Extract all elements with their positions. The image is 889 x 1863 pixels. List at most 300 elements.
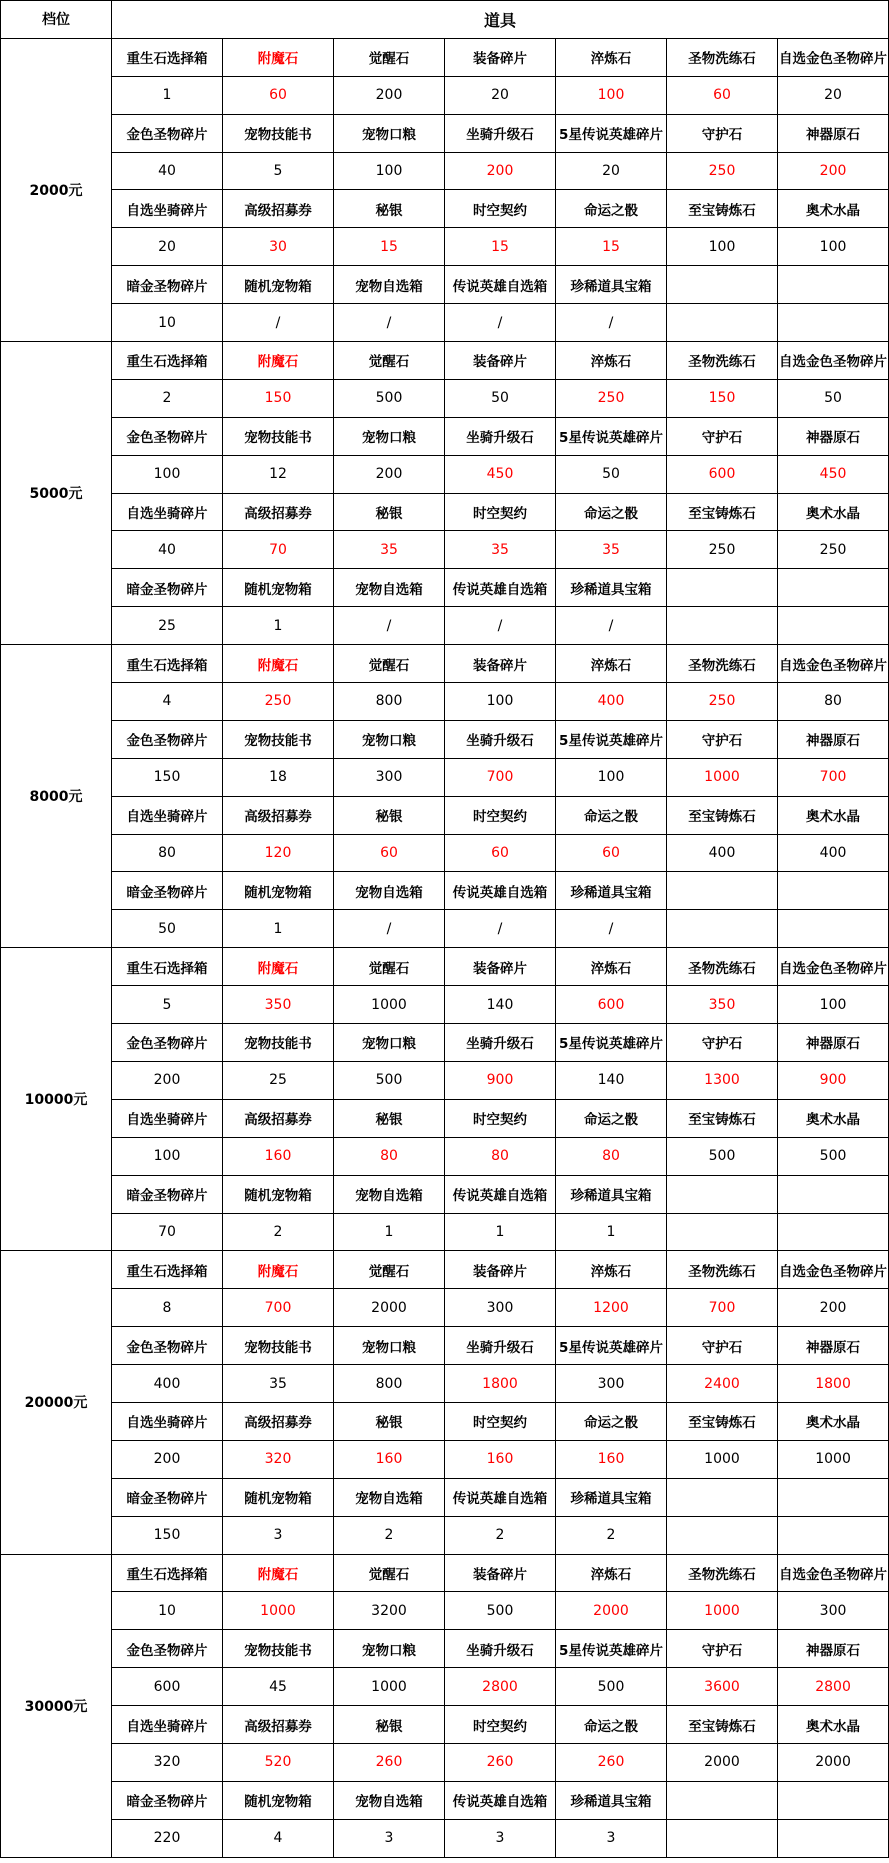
item-name-cell: 神器原石 (778, 1024, 889, 1062)
item-value-cell (778, 1213, 889, 1251)
item-value-cell: 1300 (667, 1061, 778, 1099)
item-name-cell: 秘银 (334, 1099, 445, 1137)
item-name-cell: 圣物洗练石 (667, 342, 778, 380)
item-value-cell: / (223, 304, 334, 342)
item-value-row (1, 1213, 889, 1251)
item-value-row (1, 304, 889, 342)
item-value-cell: 250 (778, 531, 889, 569)
item-value-cell: 50 (778, 379, 889, 417)
item-name-cell: 高级招募券 (223, 796, 334, 834)
item-value-cell (778, 304, 889, 342)
item-name-row (1, 1024, 889, 1062)
item-value-cell: 160 (334, 1440, 445, 1478)
item-value-cell: 60 (223, 76, 334, 114)
item-value-cell: 200 (334, 455, 445, 493)
item-name-cell: 至宝铸炼石 (667, 1706, 778, 1744)
item-name-cell: 秘银 (334, 1706, 445, 1744)
item-value-cell: 1000 (778, 1440, 889, 1478)
item-value-cell: 520 (223, 1743, 334, 1781)
item-name-cell: 淬炼石 (556, 1251, 667, 1289)
item-name-cell: 宠物口粮 (334, 417, 445, 455)
item-value-cell: 2800 (778, 1668, 889, 1706)
item-value-cell: 80 (778, 683, 889, 721)
item-value-cell: 800 (334, 1365, 445, 1403)
item-name-cell: 坐骑升级石 (445, 114, 556, 152)
item-value-row (1, 152, 889, 190)
item-name-cell: 传说英雄自选箱 (445, 1478, 556, 1516)
item-name-cell: 传说英雄自选箱 (445, 1175, 556, 1213)
item-name-cell: 淬炼石 (556, 1554, 667, 1592)
tier-column-header: 档位 (1, 1, 112, 39)
item-value-row (1, 986, 889, 1024)
item-name-cell: 坐骑升级石 (445, 1024, 556, 1062)
item-name-row (1, 1554, 889, 1592)
item-value-cell: 2 (556, 1516, 667, 1554)
item-value-cell: 80 (556, 1137, 667, 1175)
item-name-cell (778, 1478, 889, 1516)
item-value-cell (667, 1819, 778, 1857)
item-name-row (1, 342, 889, 380)
item-value-cell: 500 (334, 1061, 445, 1099)
item-value-cell: 150 (223, 379, 334, 417)
item-value-cell: 150 (112, 758, 223, 796)
item-value-cell: 1000 (334, 1668, 445, 1706)
item-name-row (1, 872, 889, 910)
item-name-cell: 金色圣物碎片 (112, 720, 223, 758)
item-value-cell: 60 (667, 76, 778, 114)
item-name-cell: 圣物洗练石 (667, 1251, 778, 1289)
item-name-cell: 附魔石 (223, 645, 334, 683)
item-value-cell: 50 (556, 455, 667, 493)
item-name-cell: 暗金圣物碎片 (112, 1781, 223, 1819)
item-value-row (1, 1365, 889, 1403)
item-name-row (1, 190, 889, 228)
item-value-row (1, 1289, 889, 1327)
item-value-cell: 320 (223, 1440, 334, 1478)
item-name-cell: 金色圣物碎片 (112, 1327, 223, 1365)
item-name-cell: 时空契约 (445, 796, 556, 834)
item-name-cell: 守护石 (667, 1024, 778, 1062)
item-name-cell: 自选金色圣物碎片 (778, 948, 889, 986)
item-value-cell: 260 (334, 1743, 445, 1781)
item-name-cell: 奥术水晶 (778, 796, 889, 834)
item-name-cell: 随机宠物箱 (223, 266, 334, 304)
item-name-row (1, 569, 889, 607)
item-value-cell: 1000 (334, 986, 445, 1024)
item-name-cell: 命运之骰 (556, 1099, 667, 1137)
item-name-cell: 守护石 (667, 720, 778, 758)
item-value-cell: 10 (112, 1592, 223, 1630)
item-name-cell (778, 569, 889, 607)
item-name-cell: 至宝铸炼石 (667, 1402, 778, 1440)
item-name-cell: 时空契约 (445, 1402, 556, 1440)
item-value-cell: 2 (334, 1516, 445, 1554)
item-value-cell: 200 (112, 1440, 223, 1478)
item-name-cell: 金色圣物碎片 (112, 114, 223, 152)
item-name-cell: 觉醒石 (334, 1251, 445, 1289)
item-name-cell: 奥术水晶 (778, 1099, 889, 1137)
item-value-cell: 60 (445, 834, 556, 872)
item-value-cell: 100 (556, 76, 667, 114)
item-value-cell: 220 (112, 1819, 223, 1857)
item-value-cell (667, 910, 778, 948)
item-name-cell: 随机宠物箱 (223, 1781, 334, 1819)
item-value-cell: 60 (556, 834, 667, 872)
item-value-cell: 700 (445, 758, 556, 796)
item-value-cell: 8 (112, 1289, 223, 1327)
item-name-cell: 附魔石 (223, 38, 334, 76)
item-value-cell: 400 (667, 834, 778, 872)
item-name-cell: 宠物自选箱 (334, 569, 445, 607)
item-value-cell: 1800 (778, 1365, 889, 1403)
item-name-cell: 坐骑升级石 (445, 1630, 556, 1668)
item-name-cell: 自选坐骑碎片 (112, 493, 223, 531)
item-value-cell: 300 (445, 1289, 556, 1327)
item-value-cell: 450 (445, 455, 556, 493)
item-name-cell: 5星传说英雄碎片 (556, 1630, 667, 1668)
item-value-cell: 600 (667, 455, 778, 493)
item-name-row (1, 114, 889, 152)
item-name-cell: 传说英雄自选箱 (445, 569, 556, 607)
item-name-cell: 珍稀道具宝箱 (556, 569, 667, 607)
tier-label: 8000元 (1, 645, 112, 948)
item-name-cell: 附魔石 (223, 1251, 334, 1289)
item-value-cell: 1 (223, 607, 334, 645)
item-name-cell: 附魔石 (223, 1554, 334, 1592)
item-value-cell: 4 (223, 1819, 334, 1857)
item-name-cell: 宠物技能书 (223, 720, 334, 758)
item-value-cell: 80 (334, 1137, 445, 1175)
item-name-cell: 宠物自选箱 (334, 1478, 445, 1516)
item-value-cell: 25 (112, 607, 223, 645)
item-value-row (1, 531, 889, 569)
item-name-cell: 至宝铸炼石 (667, 796, 778, 834)
item-name-cell: 宠物口粮 (334, 720, 445, 758)
item-name-cell: 自选坐骑碎片 (112, 1706, 223, 1744)
item-value-cell: 3 (223, 1516, 334, 1554)
item-name-row (1, 493, 889, 531)
item-name-cell: 传说英雄自选箱 (445, 266, 556, 304)
item-name-row (1, 645, 889, 683)
items-column-header: 道具 (112, 1, 889, 39)
item-name-cell: 装备碎片 (445, 342, 556, 380)
item-value-cell: 150 (112, 1516, 223, 1554)
item-value-cell: 100 (667, 228, 778, 266)
item-name-cell: 神器原石 (778, 1630, 889, 1668)
item-name-row (1, 1781, 889, 1819)
item-value-cell: 20 (112, 228, 223, 266)
item-name-cell: 重生石选择箱 (112, 948, 223, 986)
item-name-cell: 宠物自选箱 (334, 1781, 445, 1819)
item-name-row (1, 1099, 889, 1137)
item-value-cell: 15 (556, 228, 667, 266)
item-name-cell: 奥术水晶 (778, 493, 889, 531)
item-name-cell: 高级招募券 (223, 1402, 334, 1440)
item-name-cell: 珍稀道具宝箱 (556, 266, 667, 304)
item-name-cell (667, 1175, 778, 1213)
item-value-cell (778, 1819, 889, 1857)
item-value-cell: 80 (445, 1137, 556, 1175)
item-name-cell: 暗金圣物碎片 (112, 1175, 223, 1213)
item-value-cell: 800 (334, 683, 445, 721)
item-name-cell: 宠物技能书 (223, 114, 334, 152)
item-value-cell: 260 (445, 1743, 556, 1781)
item-value-cell: 2 (445, 1516, 556, 1554)
item-value-row (1, 1137, 889, 1175)
item-value-cell: 250 (667, 531, 778, 569)
item-name-cell: 命运之骰 (556, 493, 667, 531)
item-name-cell: 高级招募券 (223, 1706, 334, 1744)
item-value-cell: 140 (556, 1061, 667, 1099)
item-name-cell: 暗金圣物碎片 (112, 872, 223, 910)
item-value-cell: 15 (445, 228, 556, 266)
item-value-cell: 100 (112, 1137, 223, 1175)
item-value-cell: / (445, 607, 556, 645)
item-name-cell: 装备碎片 (445, 38, 556, 76)
item-value-cell: / (445, 304, 556, 342)
item-value-cell: 100 (112, 455, 223, 493)
item-name-cell: 附魔石 (223, 948, 334, 986)
tier-label: 5000元 (1, 342, 112, 645)
item-name-cell: 圣物洗练石 (667, 645, 778, 683)
item-value-cell: / (334, 304, 445, 342)
item-value-cell: 3 (556, 1819, 667, 1857)
item-value-cell: 450 (778, 455, 889, 493)
item-value-cell (667, 304, 778, 342)
item-name-cell: 宠物技能书 (223, 1327, 334, 1365)
item-value-cell: 1200 (556, 1289, 667, 1327)
item-name-cell: 秘银 (334, 493, 445, 531)
item-value-cell: 2 (112, 379, 223, 417)
item-name-cell: 时空契约 (445, 1706, 556, 1744)
item-value-cell: 40 (112, 152, 223, 190)
item-name-cell: 珍稀道具宝箱 (556, 1781, 667, 1819)
tier-label: 20000元 (1, 1251, 112, 1554)
item-value-cell: 70 (112, 1213, 223, 1251)
item-name-cell (778, 266, 889, 304)
item-value-cell: 250 (223, 683, 334, 721)
item-value-row (1, 834, 889, 872)
item-value-cell: 500 (445, 1592, 556, 1630)
item-value-cell: 300 (334, 758, 445, 796)
item-name-cell: 淬炼石 (556, 342, 667, 380)
item-name-cell: 自选金色圣物碎片 (778, 645, 889, 683)
item-name-cell: 装备碎片 (445, 1251, 556, 1289)
item-value-cell: / (334, 607, 445, 645)
item-value-cell: 18 (223, 758, 334, 796)
item-value-cell: 1 (334, 1213, 445, 1251)
item-name-cell: 暗金圣物碎片 (112, 569, 223, 607)
item-name-cell: 装备碎片 (445, 948, 556, 986)
item-value-cell: 10 (112, 304, 223, 342)
item-name-cell: 珍稀道具宝箱 (556, 1175, 667, 1213)
item-value-row (1, 607, 889, 645)
item-value-cell (778, 607, 889, 645)
item-value-cell: 160 (445, 1440, 556, 1478)
item-value-cell: 300 (778, 1592, 889, 1630)
item-name-cell: 自选金色圣物碎片 (778, 1251, 889, 1289)
item-name-cell: 命运之骰 (556, 190, 667, 228)
item-name-cell: 奥术水晶 (778, 1402, 889, 1440)
item-value-cell: 500 (556, 1668, 667, 1706)
item-name-cell: 命运之骰 (556, 1402, 667, 1440)
item-name-row (1, 38, 889, 76)
tier-label: 2000元 (1, 38, 112, 341)
item-value-cell (778, 1516, 889, 1554)
item-value-cell: 1000 (667, 1592, 778, 1630)
item-name-cell: 随机宠物箱 (223, 872, 334, 910)
item-name-cell: 随机宠物箱 (223, 569, 334, 607)
item-value-cell: 150 (667, 379, 778, 417)
item-value-cell: 30 (223, 228, 334, 266)
item-value-cell: 2000 (556, 1592, 667, 1630)
item-value-cell: 500 (334, 379, 445, 417)
item-value-cell: 600 (112, 1668, 223, 1706)
item-value-cell: 5 (223, 152, 334, 190)
item-value-cell: 400 (556, 683, 667, 721)
item-name-cell: 高级招募券 (223, 190, 334, 228)
item-name-cell: 坐骑升级石 (445, 720, 556, 758)
item-value-cell: 1 (556, 1213, 667, 1251)
item-value-cell: 2 (223, 1213, 334, 1251)
item-value-cell: 160 (223, 1137, 334, 1175)
item-name-cell: 5星传说英雄碎片 (556, 114, 667, 152)
item-name-cell: 高级招募券 (223, 493, 334, 531)
item-name-cell: 重生石选择箱 (112, 645, 223, 683)
item-name-cell: 秘银 (334, 1402, 445, 1440)
item-value-row (1, 1668, 889, 1706)
item-name-cell: 神器原石 (778, 417, 889, 455)
item-name-cell: 金色圣物碎片 (112, 1024, 223, 1062)
item-name-row (1, 1175, 889, 1213)
item-value-cell: 80 (112, 834, 223, 872)
item-value-cell: 45 (223, 1668, 334, 1706)
item-value-cell: 70 (223, 531, 334, 569)
item-name-cell: 自选坐骑碎片 (112, 1099, 223, 1137)
item-name-cell: 神器原石 (778, 114, 889, 152)
item-value-cell: 300 (556, 1365, 667, 1403)
item-value-cell: 350 (667, 986, 778, 1024)
item-name-cell: 珍稀道具宝箱 (556, 872, 667, 910)
item-name-cell: 守护石 (667, 417, 778, 455)
item-value-cell: 12 (223, 455, 334, 493)
item-name-cell: 至宝铸炼石 (667, 1099, 778, 1137)
item-value-cell: / (556, 607, 667, 645)
item-name-cell: 宠物自选箱 (334, 266, 445, 304)
item-value-cell: 200 (112, 1061, 223, 1099)
item-name-cell: 重生石选择箱 (112, 342, 223, 380)
item-value-cell: 3 (445, 1819, 556, 1857)
item-name-cell: 守护石 (667, 1630, 778, 1668)
item-value-cell: 40 (112, 531, 223, 569)
item-name-row (1, 266, 889, 304)
item-value-row (1, 1819, 889, 1857)
table-body (1, 38, 889, 1857)
item-value-cell: 600 (556, 986, 667, 1024)
item-value-cell: 15 (334, 228, 445, 266)
item-value-cell: 60 (334, 834, 445, 872)
item-value-row (1, 1743, 889, 1781)
item-value-cell: 160 (556, 1440, 667, 1478)
item-name-cell: 奥术水晶 (778, 1706, 889, 1744)
item-name-row (1, 417, 889, 455)
item-value-cell: 120 (223, 834, 334, 872)
item-name-cell: 圣物洗练石 (667, 1554, 778, 1592)
item-name-cell: 守护石 (667, 1327, 778, 1365)
item-value-cell: / (445, 910, 556, 948)
item-name-cell (778, 1175, 889, 1213)
item-name-cell (667, 1478, 778, 1516)
item-value-row (1, 76, 889, 114)
item-value-cell: 500 (667, 1137, 778, 1175)
item-value-cell: 3600 (667, 1668, 778, 1706)
item-value-cell: 35 (223, 1365, 334, 1403)
item-value-cell: 900 (445, 1061, 556, 1099)
item-name-cell: 宠物自选箱 (334, 1175, 445, 1213)
item-name-row (1, 1327, 889, 1365)
header-row (1, 1, 889, 39)
item-name-cell: 时空契约 (445, 1099, 556, 1137)
item-value-cell: 5 (112, 986, 223, 1024)
item-value-row (1, 758, 889, 796)
item-name-cell (667, 266, 778, 304)
item-value-cell: 100 (334, 152, 445, 190)
item-value-cell (667, 607, 778, 645)
item-name-cell: 自选坐骑碎片 (112, 796, 223, 834)
item-value-cell: 1 (223, 910, 334, 948)
item-value-cell: 400 (112, 1365, 223, 1403)
item-name-row (1, 1630, 889, 1668)
item-value-cell: 200 (334, 76, 445, 114)
item-value-cell: 3200 (334, 1592, 445, 1630)
item-value-cell: 500 (778, 1137, 889, 1175)
item-value-cell: 700 (778, 758, 889, 796)
item-name-cell: 装备碎片 (445, 1554, 556, 1592)
item-value-row (1, 1516, 889, 1554)
item-name-cell: 金色圣物碎片 (112, 1630, 223, 1668)
item-value-cell: 20 (556, 152, 667, 190)
item-name-cell: 命运之骰 (556, 1706, 667, 1744)
item-value-cell: 320 (112, 1743, 223, 1781)
item-value-cell: 2000 (667, 1743, 778, 1781)
item-name-cell (667, 872, 778, 910)
item-value-cell: 2800 (445, 1668, 556, 1706)
item-value-cell (778, 910, 889, 948)
item-name-cell: 高级招募券 (223, 1099, 334, 1137)
item-name-cell: 宠物口粮 (334, 1024, 445, 1062)
item-name-cell: 重生石选择箱 (112, 38, 223, 76)
item-value-row (1, 910, 889, 948)
item-value-cell: 20 (445, 76, 556, 114)
item-name-cell: 奥术水晶 (778, 190, 889, 228)
item-name-cell: 坐骑升级石 (445, 417, 556, 455)
item-value-cell: 200 (445, 152, 556, 190)
item-value-cell: 900 (778, 1061, 889, 1099)
item-name-row (1, 1478, 889, 1516)
item-name-cell: 自选金色圣物碎片 (778, 38, 889, 76)
item-name-cell: 圣物洗练石 (667, 948, 778, 986)
item-value-cell: 2000 (334, 1289, 445, 1327)
item-name-cell: 淬炼石 (556, 948, 667, 986)
item-value-cell: 100 (778, 986, 889, 1024)
item-name-cell: 宠物口粮 (334, 1630, 445, 1668)
item-name-cell: 金色圣物碎片 (112, 417, 223, 455)
item-value-cell: / (334, 910, 445, 948)
item-name-cell: 觉醒石 (334, 1554, 445, 1592)
item-value-cell: 2000 (778, 1743, 889, 1781)
item-name-cell: 随机宠物箱 (223, 1478, 334, 1516)
item-value-row (1, 1592, 889, 1630)
